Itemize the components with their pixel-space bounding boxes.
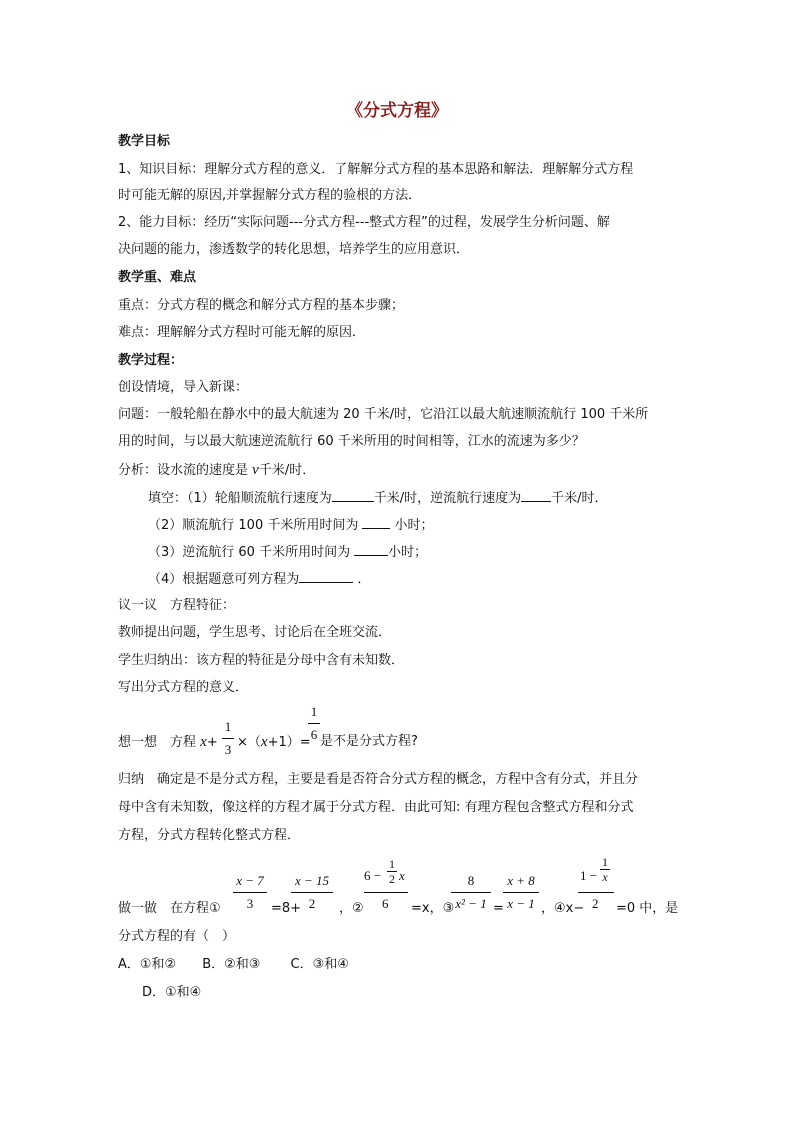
- variable-v: v: [252, 462, 259, 478]
- equation-3-right-fraction: [503, 872, 539, 913]
- hard-point: 难点：理解解分式方程时可能无解的原因．: [118, 325, 366, 340]
- problem-line-2: 用的时间，与以最大航速逆流航行 60 千米所用的时间相等，江水的流速为多少？: [118, 434, 585, 449]
- think-plus-one: +1）=: [267, 735, 311, 750]
- fraction-numerator: x + 8: [507, 873, 535, 888]
- fraction-denominator: 2: [389, 872, 395, 886]
- intro-text: 创设情境，导入新课：: [118, 380, 249, 395]
- goal-2-line-2: 决问题的能力，渗透数学的转化思想，培养学生的应用意识．: [118, 242, 470, 257]
- summary-line-1: 归纳 确定是不是分式方程，主要是看是否符合分式方程的概念，方程中含有分式，并且分: [118, 772, 639, 787]
- blank-upstream-time: [354, 541, 388, 556]
- equation-2-numerator-x: x: [399, 868, 405, 883]
- summary-line-3: 方程，分式方程转化整式方程．: [118, 828, 301, 843]
- fraction-numerator: 1: [389, 857, 395, 871]
- choice-d: D．①和④: [142, 985, 202, 1000]
- think-line-mid: [237, 732, 311, 753]
- do-text-a: 做一做 在方程①: [118, 901, 221, 916]
- analysis-text-b: 千米/时．: [258, 463, 316, 478]
- blank-downstream-time: [362, 514, 390, 529]
- blank-equation: [299, 568, 353, 583]
- fill-1-text-b: 千米/时，逆流航行速度为: [373, 491, 522, 506]
- think-line: [118, 732, 218, 753]
- think-var-x: x: [200, 734, 207, 750]
- fill-in-2: [148, 514, 434, 536]
- fraction-bar: [233, 892, 267, 893]
- analysis-line: [118, 460, 315, 481]
- fraction-denominator: 3: [224, 742, 232, 757]
- write-text: 写出分式方程的意义．: [118, 680, 249, 695]
- fraction-denominator: 6: [310, 727, 318, 742]
- goal-1-line-1: 1、知识目标：理解分式方程的意义．了解解分式方程的基本思路和解法．理解解分式方程: [118, 162, 634, 177]
- fraction-denominator: 2: [308, 896, 316, 911]
- equation-2-end: =x，③: [411, 901, 455, 916]
- fill-2-text-a: （2）顺流航行 100 千米所用时间为: [148, 518, 359, 533]
- blank-downstream-speed: [332, 487, 374, 502]
- students-text: 学生归纳出：该方程的特征是分母中含有未知数．: [118, 653, 405, 668]
- equation-4-inner-fraction: [600, 856, 610, 883]
- fraction-one-sixth: [308, 703, 320, 744]
- fraction-numerator: x − 15: [294, 873, 330, 888]
- fraction-numerator: 1: [224, 719, 232, 734]
- fraction-denominator: x² − 1: [455, 896, 487, 911]
- choices-a-b-c: A．①和② B．②和③ C．③和④: [118, 957, 349, 972]
- fill-in-3: [148, 541, 427, 563]
- fraction-denominator: x: [602, 870, 608, 884]
- equation-1-mid: =8+: [271, 901, 302, 916]
- think-var-x2: x: [260, 734, 268, 750]
- equation-2-inner-fraction: [387, 858, 397, 885]
- do-text-b: 分式方程的有（ ）: [118, 929, 236, 944]
- document-title: 《分式方程》: [346, 101, 448, 121]
- fraction-numerator: 1: [310, 704, 318, 719]
- equation-2-numerator-int: 6 −: [364, 868, 382, 883]
- fraction-bar: [503, 892, 539, 893]
- equation-1-left-fraction: [233, 872, 267, 913]
- equation-4-separator: ，④x−: [541, 901, 585, 916]
- fraction-denominator: x − 1: [507, 896, 535, 911]
- equation-3-equals: =: [493, 901, 504, 916]
- equation-4-denominator: 2: [592, 896, 599, 911]
- fraction-one-third: [222, 718, 234, 759]
- fraction-bar: [222, 738, 234, 739]
- fill-3-text-b: 小时；: [388, 545, 428, 560]
- fill-4-text-a: （4）根据题意可列方程为: [148, 572, 300, 587]
- equation-2-denominator: 6: [382, 896, 389, 911]
- analysis-text-a: 分析：设水流的速度是: [118, 463, 253, 478]
- heading-process: 教学过程：: [118, 353, 184, 368]
- fill-3-text-a: （3）逆流航行 60 千米所用时间为: [148, 545, 351, 560]
- fraction-bar: [308, 723, 320, 724]
- blank-upstream-speed: [521, 487, 551, 502]
- fraction-numerator: 1: [602, 855, 608, 869]
- fill-1-text-c: 千米/时．: [551, 491, 608, 506]
- equation-4-numerator-int: 1 −: [580, 868, 598, 883]
- think-question: 是不是分式方程?: [320, 734, 418, 749]
- think-plus: +: [206, 735, 218, 750]
- goal-2-line-1: 2、能力目标：经历“实际问题---分式方程---整式方程”的过程，发展学生分析问题、解: [118, 215, 610, 230]
- think-times: ×（: [237, 735, 261, 750]
- equation-1-right-fraction: [291, 872, 333, 913]
- equation-3-left-fraction: [451, 872, 491, 913]
- discuss-heading: 议一议 方程特征：: [118, 598, 236, 613]
- equation-2-fraction-bar: [364, 892, 408, 893]
- fill-1-text-a: 填空：（1）轮船顺流航行速度为: [148, 491, 332, 506]
- goal-1-line-2: 时可能无解的原因,并掌握解分式方程的验根的方法．: [118, 188, 422, 203]
- problem-line-1: 问题：一般轮船在静水中的最大航速为 20 千米/时，它沿江以最大航速顺流航行 100 千米所: [118, 407, 649, 422]
- summary-line-2: 母中含有未知数，像这样的方程才属于分式方程．由此可知: 有理方程包含整式方程和分式: [118, 800, 634, 815]
- fraction-numerator: x − 7: [236, 873, 264, 888]
- fill-2-text-b: 小时；: [390, 518, 434, 533]
- heading-key-points: 教学重、难点: [118, 270, 197, 285]
- fraction-denominator: 3: [246, 896, 254, 911]
- fraction-bar: [291, 892, 333, 893]
- think-text-a: 想一想 方程: [118, 735, 201, 750]
- fraction-bar: [451, 892, 491, 893]
- fill-in-1: [148, 487, 608, 509]
- fraction-numerator: 8: [467, 873, 475, 888]
- fill-in-4: [148, 568, 370, 590]
- teacher-text: 教师提出问题，学生思考、讨论后在全班交流．: [118, 625, 392, 640]
- equation-4-fraction-bar: [578, 892, 614, 893]
- fill-4-text-b: ．: [353, 572, 371, 587]
- equation-4-end: =0 中，是: [616, 901, 679, 916]
- equation-2-separator: ，②: [339, 901, 364, 916]
- key-point: 重点：分式方程的概念和解分式方程的基本步骤；: [118, 298, 405, 313]
- heading-goals: 教学目标: [118, 134, 171, 149]
